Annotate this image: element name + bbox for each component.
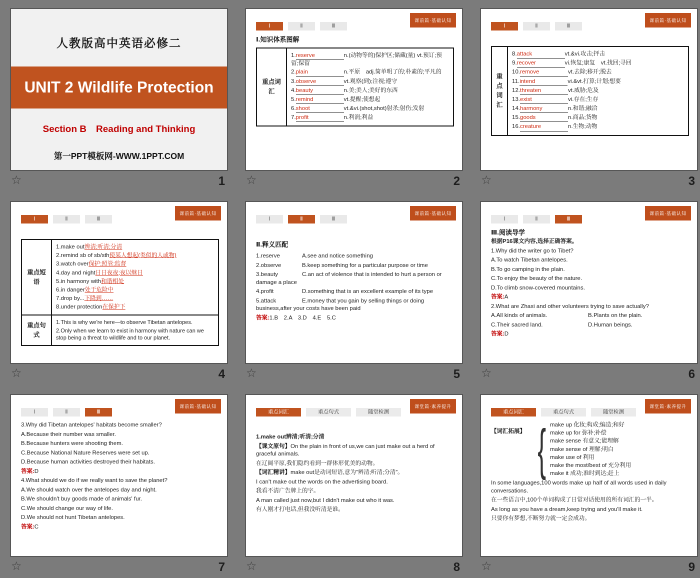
table-row-label: 重点词汇 (492, 47, 508, 135)
example-sentence: As long as you have a dream,keep trying and you'll make it. (491, 506, 643, 513)
slide-cell-3 (480, 8, 698, 190)
phrase-row: 2.remind sb of sb/sth使某人想起(类似的人或物) (56, 252, 177, 259)
translation-line: 在辽阔平原,我们隐约看到一群体形优美的动物。 (256, 460, 379, 467)
transition-star-icon[interactable]: ☆ (11, 366, 22, 380)
slide-thumbnail-7[interactable] (10, 394, 228, 557)
slide-thumbnail-1[interactable] (10, 8, 228, 171)
slide-number: 4 (218, 366, 225, 381)
tab-roman-3[interactable]: Ⅲ (555, 215, 582, 224)
thumb-strip (245, 364, 463, 383)
tab-roman-2[interactable]: Ⅱ (523, 22, 550, 31)
section-subtitle: Section B Reading and Thinking (42, 124, 196, 135)
corner-badge: 课堂篇·素养提升 (645, 399, 691, 414)
slide-thumbnail-6[interactable] (480, 201, 698, 364)
corner-badge: 课前篇·基础认知 (410, 13, 456, 28)
answer-line (491, 331, 689, 339)
vocab-table (256, 48, 454, 127)
thumb-strip (480, 171, 698, 190)
vocab-row: 11.intend vi.&vt.打算;计划;想要 (512, 78, 621, 85)
slide-thumbnail-5[interactable] (245, 201, 463, 364)
phrase-extension-group (533, 418, 689, 481)
answer-label: 答案: (491, 331, 505, 338)
phrase-row: 7.drop by...下降到…… (56, 295, 114, 302)
vocab-word: harmony (520, 105, 568, 113)
tab-roman-1[interactable]: Ⅰ (256, 215, 283, 224)
slide-cell-1 (10, 8, 228, 190)
option: D.We should not hunt Tibetan antelopes. (21, 514, 125, 521)
vocab-word: plain (296, 69, 344, 77)
slide-number: 9 (688, 559, 695, 574)
vocab-meaning: vt.去除;移开;脱去 (568, 69, 612, 76)
thumb-strip (480, 557, 698, 576)
option: B.We shouldn't buy goods made of animals' fur. (21, 496, 142, 503)
vocab-row: 6.shoot vt.&vi.(shot,shot)射杀;射伤;发射 (291, 105, 425, 112)
topic-tab-bar (491, 408, 636, 417)
vocab-meaning: vi.&vt.打算;计划;想要 (567, 78, 621, 85)
table-row-label: 重点词汇 (257, 49, 287, 126)
corner-badge: 课前篇·基础认知 (175, 399, 221, 414)
title-slide (11, 9, 227, 170)
option: D.Because human activities destroyed their habitats. (21, 459, 155, 466)
option: A.All kinds of animals. (491, 312, 548, 319)
slide-cell-9 (480, 394, 698, 576)
answer-label: 答案: (21, 468, 35, 475)
slide-number: 5 (453, 366, 460, 381)
tab-roman-1[interactable]: Ⅰ (21, 215, 48, 224)
roman-tab-bar (491, 22, 582, 31)
tab-roman-3[interactable]: Ⅲ (555, 22, 582, 31)
tab-quiz[interactable]: 随堂检测 (591, 408, 636, 417)
phrase-row: 1.make out辨清;听清;分清 (56, 244, 123, 250)
slide-number: 6 (688, 366, 695, 381)
vocab-meaning: vt.威胁;危及 (568, 87, 599, 94)
answer-label: 答案: (491, 294, 505, 301)
vocab-word: threaten (520, 87, 568, 95)
answer-value: C (34, 523, 39, 530)
phrase-translation: 下降到…… (84, 295, 114, 302)
corner-badge: 课堂篇·素养提升 (410, 399, 456, 414)
vocab-row: 12.threaten vt.威胁;危及 (512, 87, 599, 94)
phrase-row: 4.day and night日日夜夜;夜以继日 (56, 269, 143, 276)
section-heading: Ⅰ.知识体系图解 (256, 35, 300, 43)
tab-key-sentences[interactable]: 重点句式 (541, 408, 586, 417)
option: C.To enjoy the beauty of the nature. (491, 275, 583, 282)
phrase-translation: 日日夜夜;夜以继日 (95, 269, 143, 276)
slide-number: 8 (453, 559, 460, 574)
slide-cell-7 (10, 394, 228, 576)
answer-line (21, 523, 219, 531)
phrase-item: make up for 弥补;补偿 (550, 430, 607, 437)
vocab-row: 5.remind vt.提醒;使想起 (291, 96, 381, 103)
translation-line: 只要你有梦想,不断努力就一定会成功。 (491, 515, 591, 522)
answer-value: 1.B 2.A 3.D 4.E 5.C (269, 314, 336, 321)
vocab-row: 1.reserve n.(动物等的)保护区;储藏(量) vt.预订;预留;保留 (291, 52, 442, 67)
option-row (491, 321, 689, 329)
corner-badge: 课前篇·基础认知 (175, 206, 221, 221)
thumb-strip (10, 171, 228, 190)
question: 3.Why did Tibetan antelopes' habitats become smaller? (21, 422, 162, 428)
thumb-strip (245, 557, 463, 576)
tab-roman-3[interactable]: Ⅲ (320, 215, 347, 224)
tab-roman-2[interactable]: Ⅱ (53, 215, 80, 224)
vocab-row: 2.plain n.平原 adj.简单明了的;朴素的;平凡的 (291, 69, 442, 76)
phrase-list (550, 421, 631, 478)
translation-line: 在一些语言中,100个单词构成了日常对话使用的所有词汇的一半。 (491, 497, 658, 504)
tab-key-sentences[interactable]: 重点句式 (306, 408, 351, 417)
topic-tab-bar (256, 408, 401, 417)
vocab-row: 14.harmony n.和谐;融洽 (512, 105, 598, 112)
vocab-row: 7.profit n.利润;利益 (291, 114, 374, 121)
thumb-strip (10, 364, 228, 383)
match-pair: 5.attack E.money that you gain by selling things or doing business,after your costs have been paid (256, 297, 425, 312)
tab-roman-3[interactable]: Ⅲ (85, 408, 112, 417)
phrase-translation: 在保护下 (102, 304, 126, 311)
transition-star-icon[interactable]: ☆ (481, 366, 492, 380)
transition-star-icon[interactable]: ☆ (246, 173, 257, 187)
slide-thumbnail-2[interactable] (245, 8, 463, 171)
match-pair: 3.beauty C.an act of violence that is intended to hurt a person or damage a place (256, 271, 442, 286)
tab-roman-1[interactable]: Ⅰ (491, 215, 518, 224)
vocab-meaning: n.生物;动物 (568, 123, 598, 130)
vocab-table (491, 46, 689, 136)
slide-cell-2 (245, 8, 463, 190)
vocab-meaning: vt.&vi.攻击;抨击 (564, 51, 606, 57)
slide-thumbnail-3[interactable] (480, 8, 698, 171)
option: A.We should watch over the antelopes day and night. (21, 486, 157, 493)
tab-quiz[interactable]: 随堂检测 (356, 408, 401, 417)
tab-roman-2[interactable]: Ⅱ (523, 215, 550, 224)
left-brace: { (537, 418, 547, 481)
tab-roman-2[interactable]: Ⅱ (53, 408, 80, 417)
phrase-item: make sense 有意义;能理解 (550, 438, 619, 445)
translation-line: 我看不清广告牌上的字。 (256, 488, 320, 495)
vocab-row: 10.remove vt.去除;移开;脱去 (512, 69, 612, 76)
tab-roman-2[interactable]: Ⅱ (288, 215, 315, 224)
vocab-meaning: vt.观察(到);注视;遵守 (343, 78, 398, 85)
vocab-row: 15.goods n.商品;货物 (512, 114, 598, 121)
tab-roman-2[interactable]: Ⅱ (288, 22, 315, 31)
phrase-translation: 辨清;听清;分清 (84, 244, 123, 250)
vocab-meaning: n.和谐;融洽 (568, 105, 598, 112)
translation-line: 有人刚才打电话,但我没听清是谁。 (256, 506, 344, 513)
transition-star-icon[interactable]: ☆ (11, 559, 22, 573)
slide-cell-8 (245, 394, 463, 576)
slide-number: 1 (218, 173, 225, 188)
match-pair: 4.profit D.something that is an excellent example of its type (256, 288, 434, 295)
tab-key-words[interactable]: 重点词汇 (491, 408, 536, 417)
transition-star-icon[interactable]: ☆ (481, 559, 492, 573)
transition-star-icon[interactable]: ☆ (481, 173, 492, 187)
title-banner (11, 67, 227, 109)
slide-number: 3 (688, 173, 695, 188)
phrase-translation: 保护;照管;监督 (88, 261, 127, 268)
answer-label: 答案: (256, 314, 270, 321)
tab-roman-1[interactable]: Ⅰ (491, 22, 518, 31)
vocab-row: 16.creature n.生物;动物 (512, 123, 598, 130)
key-sentence: 1.This is why we're here—to observe Tibetan antelopes. (56, 319, 193, 326)
option: C.Because National Nature Reserves were set up. (21, 449, 150, 456)
phrase-translation: 处于危险中 (84, 286, 114, 293)
vocab-row: 13.exist vi.存在;生存 (512, 96, 599, 103)
example-sentence: 【课文原句】On the plain in front of us,we can just make out a herd of graceful animals. (256, 443, 435, 458)
phrases-sentences-table (21, 239, 219, 346)
section-heading: Ⅱ.释义匹配 (256, 240, 289, 248)
tab-key-words[interactable]: 重点词汇 (256, 408, 301, 417)
vocab-row: 3.observe vt.观察(到);注视;遵守 (291, 78, 398, 85)
answer-line (256, 314, 454, 322)
vocab-word: attack (517, 51, 565, 59)
roman-tab-bar (491, 215, 582, 224)
answer-label: 答案: (21, 523, 35, 530)
transition-star-icon[interactable]: ☆ (246, 366, 257, 380)
tab-roman-1[interactable]: Ⅰ (256, 22, 283, 31)
answer-value: D (504, 331, 509, 338)
vocab-row: 8.attack vt.&vi.攻击;抨击 (512, 51, 606, 57)
vocab-word: observe (296, 78, 344, 86)
match-pair: 2.observe B.keep something for a particular purpose or time (256, 262, 428, 269)
vocab-meaning: vi.恢复;康复 vt.找回;寻回 (564, 60, 632, 67)
phrase-item: make the most/best of 充分利用 (550, 462, 632, 469)
phrase-row: 8.under protection在保护下 (56, 304, 126, 311)
vocab-meaning: n.(动物等的)保护区;储藏(量) vt.预订;预留;保留 (291, 52, 442, 67)
bracket-label: 【词汇精讲】 (256, 469, 291, 476)
slide-cell-6 (480, 201, 698, 383)
option: D.To climb snow-covered mountains. (491, 284, 585, 291)
section-heading: Ⅲ.阅读导学 (491, 228, 525, 236)
vocab-word: remind (296, 96, 344, 104)
option-row (491, 312, 689, 320)
answer-line (491, 294, 689, 302)
unit-title: UNIT 2 Wildlife Protection (24, 78, 214, 96)
match-pair: 1.reserve A.see and notice something (256, 253, 373, 259)
key-sentence: 2.Only when we learn to exist in harmony with nature can we stop being a threat to wildlife and to our planet. (56, 327, 204, 341)
vocab-word: reserve (296, 52, 344, 60)
roman-tab-bar (21, 215, 112, 224)
vocab-meaning: n.商品;货物 (568, 114, 598, 121)
example-sentence: A man called just now,but I didn't make out who it was. (256, 497, 395, 504)
vocab-word: intend (520, 78, 568, 86)
option: C.Their sacred land. (491, 321, 543, 328)
source-footer: 第一PPT模板网-WWW.1PPT.COM (53, 151, 185, 161)
vocab-meaning: n.美;美人;美好的东西 (343, 87, 398, 94)
slide-cell-5 (245, 201, 463, 383)
option: B.Because hunters were shooting them. (21, 440, 123, 447)
slide-number: 7 (218, 559, 225, 574)
question: 2.What are Zhaxi and other volunteers trying to save actually? (491, 303, 649, 310)
vocab-meaning: vt.提醒;使想起 (343, 96, 381, 103)
vocab-meaning: vi.存在;生存 (568, 96, 599, 103)
roman-tab-bar (256, 215, 347, 224)
vocab-word: profit (296, 114, 344, 122)
thumb-strip (245, 171, 463, 190)
phrase-translation: 使某人想起(类似的人或物) (109, 252, 177, 259)
entry-heading: 1.make out辨清;听清;分清 (256, 434, 325, 440)
phrase-item: make up 化妆;构成;编造;和好 (550, 422, 625, 428)
option: D.Human beings. (588, 321, 633, 328)
phrase-row: 5.in harmony with和谐相处 (56, 278, 125, 285)
option: A.To watch Tibetan antelopes. (491, 257, 568, 264)
phrase-item: make it 成功;准时到达;赶上 (550, 470, 620, 477)
transition-star-icon[interactable]: ☆ (246, 559, 257, 573)
option: B.Plants on the plain. (588, 312, 643, 319)
slide-cell-4 (10, 201, 228, 383)
bracket-label: 【课文原句】 (256, 443, 291, 450)
phrase-translation: 和谐相处 (101, 278, 125, 285)
roman-tab-bar (256, 22, 347, 31)
phrase-item: make use of 利用 (550, 454, 595, 461)
thumb-strip (10, 557, 228, 576)
vocab-word: goods (520, 114, 568, 122)
vocab-row: 9.recover vi.恢复;康复 vt.找回;寻回 (512, 60, 632, 67)
table-row-label: 重点短语 (22, 240, 52, 315)
example-sentence: In some languages,100 words make up half of all words used in daily conversations. (491, 480, 667, 494)
vocab-word: beauty (296, 87, 344, 95)
option: C.We should change our way of life. (21, 505, 113, 512)
tab-roman-3[interactable]: Ⅲ (320, 22, 347, 31)
question: 1.Why did the writer go to Tibet? (491, 247, 574, 254)
vocab-meaning: vt.&vi.(shot,shot)射杀;射伤;发射 (343, 105, 425, 112)
vocab-word: remove (520, 69, 568, 77)
thumb-strip (480, 364, 698, 383)
phrase-item: make sense of 理解;明白 (550, 446, 614, 453)
corner-badge: 课前篇·基础认知 (410, 206, 456, 221)
slide-thumbnail-9[interactable] (480, 394, 698, 557)
phrase-row: 3.watch over保护;照管;监督 (56, 261, 127, 268)
transition-star-icon[interactable]: ☆ (11, 173, 22, 187)
corner-badge: 课前篇·基础认知 (645, 206, 691, 221)
example-sentence: I can't make out the words on the advertising board. (256, 478, 388, 485)
vocab-row: 4.beauty n.美;美人;美好的东西 (291, 87, 398, 94)
vocab-word: creature (520, 123, 568, 131)
bracket-label: 【词汇拓展】 (491, 428, 526, 435)
corner-badge: 课前篇·基础认知 (645, 13, 691, 28)
tab-roman-1[interactable]: Ⅰ (21, 408, 48, 417)
vocab-meaning: n.利润;利益 (343, 114, 374, 121)
tab-roman-3[interactable]: Ⅲ (85, 215, 112, 224)
slide-thumbnail-4[interactable] (10, 201, 228, 364)
question: 4.What should we do if we really want to save the planet? (21, 477, 168, 484)
instruction-line: 根据P16课文内容,选择正确答案。 (491, 238, 578, 245)
vocab-word: exist (520, 96, 568, 104)
answer-value: A (504, 294, 509, 301)
table-row-label: 重点句式 (22, 316, 52, 345)
series-title: 人教版高中英语必修二 (56, 36, 182, 50)
vocab-word: recover (517, 60, 565, 68)
roman-tab-bar (21, 408, 112, 417)
phrase-row: 6.in danger处于危险中 (56, 286, 114, 293)
option: A.Because their number was smaller. (21, 431, 116, 438)
answer-line (21, 468, 219, 476)
explanation-line: 【词汇精讲】make out是动词短语,意为“辨清;听清;分清”。 (256, 469, 404, 476)
vocab-word: shoot (296, 105, 344, 113)
vocab-meaning: n.平原 adj.简单明了的;朴素的;平凡的 (343, 69, 442, 76)
option: B.To go camping in the plain. (491, 266, 565, 273)
slide-number: 2 (453, 173, 460, 188)
slide-thumbnail-8[interactable] (245, 394, 463, 557)
answer-value: D (34, 468, 39, 475)
